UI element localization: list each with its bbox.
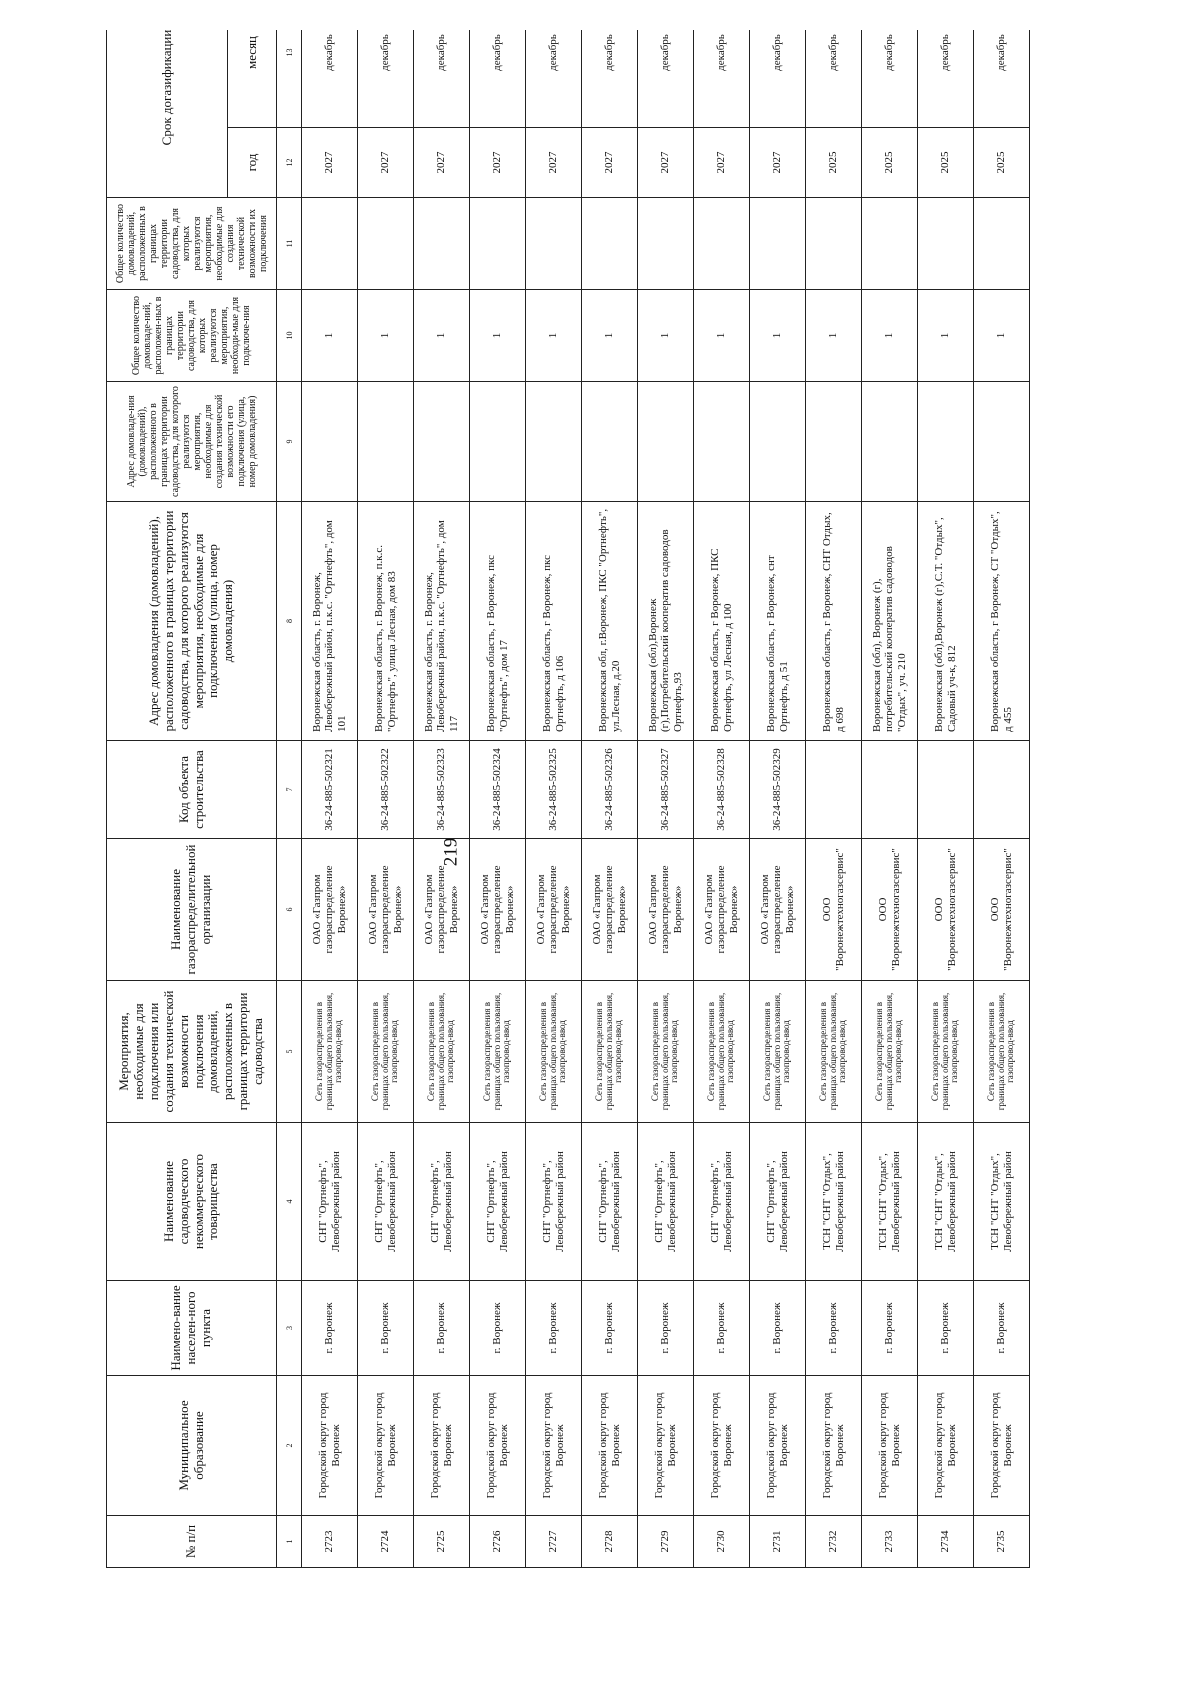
header-row: [107, 30, 228, 1568]
measures-cell: Сеть газораспределения в границах общего пользования, газопровод-ввод: [358, 981, 414, 1123]
gas-org-cell: ООО "Воронежтехногазсервис": [974, 839, 1030, 981]
count-cell: 1: [806, 290, 862, 382]
object-code-cell: 36-24-885-502329: [750, 741, 806, 839]
address-cell: Воронежская область, г Воронеж, СНТ Отдых, д 698: [806, 502, 862, 741]
object-code-cell: [918, 741, 974, 839]
address-tech-cell: [526, 382, 582, 502]
year-cell: 2027: [750, 128, 806, 198]
measures-cell: Сеть газораспределения в границах общего пользования, газопровод-ввод: [302, 981, 358, 1123]
settlement-cell: г. Воронеж: [414, 1281, 470, 1376]
count-cell: 1: [750, 290, 806, 382]
table-row: [470, 30, 526, 1568]
gas-org-cell: ОАО «Газпром газораспределение Воронеж»: [694, 839, 750, 981]
col-header-year: год: [228, 128, 277, 198]
gas-org-cell: ОАО «Газпром газораспределение Воронеж»: [414, 839, 470, 981]
table-body: [277, 30, 1030, 1568]
table-row: [806, 30, 862, 1568]
count-tech-cell: [862, 198, 918, 290]
address-tech-cell: [862, 382, 918, 502]
gas-org-cell: ОАО «Газпром газораспределение Воронеж»: [526, 839, 582, 981]
month-cell: декабрь: [302, 30, 358, 128]
col-header-measures: Мероприятия, необходимые для подключения или создания технической возможности подключения домовладений, расположенных в границах территории садоводства: [107, 981, 277, 1123]
municipality-cell: Городской округ город Воронеж: [694, 1376, 750, 1516]
address-tech-cell: [582, 382, 638, 502]
partnership-cell: СНТ "Ортнефть", Левобережный район: [358, 1123, 414, 1281]
table-row: [694, 30, 750, 1568]
measures-cell: Сеть газораспределения в границах общего пользования, газопровод-ввод: [470, 981, 526, 1123]
partnership-cell: СНТ "Ортнефть", Левобережный район: [694, 1123, 750, 1281]
count-tech-cell: [694, 198, 750, 290]
address-cell: Воронежская обл, г.Воронеж, ПКС "Ортнефть", ул.Лесная, д.20: [582, 502, 638, 741]
settlement-cell: г. Воронеж: [694, 1281, 750, 1376]
table-row: [750, 30, 806, 1568]
object-code-cell: 36-24-885-502327: [638, 741, 694, 839]
count-cell: 1: [974, 290, 1030, 382]
object-code-cell: 36-24-885-502326: [582, 741, 638, 839]
partnership-cell: СНТ "Ортнефть", Левобережный район: [750, 1123, 806, 1281]
col-header-address-tech: Адрес домовладе-ния (домовладений), расположенного в границах территории садоводства, для которого реализуются мероприятия, необходимые для создания технической возможности его подключения (улица, номер домовладения): [107, 382, 277, 502]
column-number-cell: 8: [277, 502, 302, 741]
municipality-cell: Городской округ город Воронеж: [302, 1376, 358, 1516]
gas-org-cell: ООО "Воронежтехногазсервис": [862, 839, 918, 981]
page-number-text: 219: [440, 837, 461, 867]
column-number-row: [277, 30, 302, 1568]
month-cell: декабрь: [638, 30, 694, 128]
table-row: [526, 30, 582, 1568]
table-row: [862, 30, 918, 1568]
object-code-cell: [974, 741, 1030, 839]
table-row: [358, 30, 414, 1568]
partnership-cell: СНТ "Ортнефть", Левобережный район: [470, 1123, 526, 1281]
year-cell: 2027: [694, 128, 750, 198]
count-tech-cell: [806, 198, 862, 290]
month-cell: декабрь: [862, 30, 918, 128]
table-row: [414, 30, 470, 1568]
col-header-gas-org: Наименование газораспределительной организации: [107, 839, 277, 981]
address-cell: Воронежская область, г Воронеж, ПКС Ортнефть, ул Лесная, д 100: [694, 502, 750, 741]
count-cell: 1: [862, 290, 918, 382]
column-number-cell: 5: [277, 981, 302, 1123]
year-cell: 2027: [358, 128, 414, 198]
month-cell: декабрь: [526, 30, 582, 128]
count-cell: 1: [358, 290, 414, 382]
object-code-cell: 36-24-885-502325: [526, 741, 582, 839]
col-header-count-tech: Общее количество домовладений, расположенных в границах территории садоводства, для которых реализуются мероприятия, необходимые для создания технической возможности их подключения: [107, 198, 277, 290]
col-header-partnership: Наименование садоводческого некоммерческого товарищества: [107, 1123, 277, 1281]
address-tech-cell: [974, 382, 1030, 502]
row-number-cell: 2730: [694, 1516, 750, 1568]
column-number-cell: 4: [277, 1123, 302, 1281]
partnership-cell: ТСН "СНТ "Отдых", Левобережный район: [918, 1123, 974, 1281]
gas-org-cell: ОАО «Газпром газораспределение Воронеж»: [638, 839, 694, 981]
count-cell: 1: [582, 290, 638, 382]
object-code-cell: 36-24-885-502321: [302, 741, 358, 839]
municipality-cell: Городской округ город Воронеж: [974, 1376, 1030, 1516]
partnership-cell: ТСН "СНТ "Отдых", Левобережный район: [862, 1123, 918, 1281]
object-code-cell: 36-24-885-502322: [358, 741, 414, 839]
partnership-cell: ТСН "СНТ "Отдых", Левобережный район: [974, 1123, 1030, 1281]
column-number-cell: 12: [277, 128, 302, 198]
measures-cell: Сеть газораспределения в границах общего пользования, газопровод-ввод: [862, 981, 918, 1123]
count-tech-cell: [638, 198, 694, 290]
table-stage: [30, 30, 1170, 1674]
settlement-cell: г. Воронеж: [862, 1281, 918, 1376]
row-number-cell: 2726: [470, 1516, 526, 1568]
object-code-cell: [806, 741, 862, 839]
count-tech-cell: [918, 198, 974, 290]
column-number-cell: 1: [277, 1516, 302, 1568]
count-tech-cell: [302, 198, 358, 290]
month-cell: декабрь: [974, 30, 1030, 128]
gasification-table: [106, 30, 1030, 1568]
table-row: [302, 30, 358, 1568]
address-tech-cell: [638, 382, 694, 502]
gas-org-cell: ОАО «Газпром газораспределение Воронеж»: [358, 839, 414, 981]
year-cell: 2027: [470, 128, 526, 198]
row-number-cell: 2732: [806, 1516, 862, 1568]
row-number-cell: 2728: [582, 1516, 638, 1568]
col-header-object-code: Код объекта строительства: [107, 741, 277, 839]
address-cell: Воронежская область, г. Воронеж, Левобережный район, п.к.с. "Ортнефть", дом 101: [302, 502, 358, 741]
address-cell: Воронежская область, г Воронеж, снт Ортнефть, д 51: [750, 502, 806, 741]
count-cell: 1: [638, 290, 694, 382]
row-number-cell: 2725: [414, 1516, 470, 1568]
month-cell: декабрь: [806, 30, 862, 128]
partnership-cell: СНТ "Ортнефть", Левобережный район: [526, 1123, 582, 1281]
col-header-num: № п/п: [107, 1516, 277, 1568]
row-number-cell: 2727: [526, 1516, 582, 1568]
settlement-cell: г. Воронеж: [526, 1281, 582, 1376]
address-cell: Воронежская область, г Воронеж, пкс Ортнефть, д 106: [526, 502, 582, 741]
address-tech-cell: [806, 382, 862, 502]
municipality-cell: Городской округ город Воронеж: [582, 1376, 638, 1516]
municipality-cell: Городской округ город Воронеж: [358, 1376, 414, 1516]
table-row: [974, 30, 1030, 1568]
settlement-cell: г. Воронеж: [470, 1281, 526, 1376]
gas-org-cell: ООО "Воронежтехногазсервис": [806, 839, 862, 981]
object-code-cell: [862, 741, 918, 839]
address-tech-cell: [414, 382, 470, 502]
gas-org-cell: ОАО «Газпром газораспределение Воронеж»: [582, 839, 638, 981]
year-cell: 2027: [302, 128, 358, 198]
year-cell: 2027: [582, 128, 638, 198]
municipality-cell: Городской округ город Воронеж: [918, 1376, 974, 1516]
year-cell: 2025: [918, 128, 974, 198]
address-tech-cell: [694, 382, 750, 502]
partnership-cell: ТСН "СНТ "Отдых", Левобережный район: [806, 1123, 862, 1281]
address-cell: Воронежская область, г. Воронеж, Левобережный район, п.к.с. "Ортнефть", дом 117: [414, 502, 470, 741]
address-cell: Воронежская область, г Воронеж, СТ "Отдых", д 455: [974, 502, 1030, 741]
column-number-cell: 11: [277, 198, 302, 290]
year-cell: 2027: [638, 128, 694, 198]
address-tech-cell: [470, 382, 526, 502]
column-number-cell: 2: [277, 1376, 302, 1516]
col-header-deadline: Срок догазификации: [107, 30, 228, 198]
table-row: [918, 30, 974, 1568]
row-number-cell: 2729: [638, 1516, 694, 1568]
count-tech-cell: [750, 198, 806, 290]
settlement-cell: г. Воронеж: [806, 1281, 862, 1376]
col-header-municipality: Муниципальное образование: [107, 1376, 277, 1516]
municipality-cell: Городской округ город Воронеж: [470, 1376, 526, 1516]
col-header-count: Общее количество домовладе-ний, расположен-ных в границах территории садоводства, для которых реализуются мероприятия, необходи-мые для подключе-ния: [107, 290, 277, 382]
municipality-cell: Городской округ город Воронеж: [806, 1376, 862, 1516]
settlement-cell: г. Воронеж: [638, 1281, 694, 1376]
address-tech-cell: [302, 382, 358, 502]
count-tech-cell: [526, 198, 582, 290]
partnership-cell: СНТ "Ортнефть", Левобережный район: [302, 1123, 358, 1281]
count-tech-cell: [582, 198, 638, 290]
count-cell: 1: [918, 290, 974, 382]
year-cell: 2027: [414, 128, 470, 198]
column-number-cell: 6: [277, 839, 302, 981]
address-cell: Воронежская область, г Воронеж, пкс "Ортнефть", дом 17: [470, 502, 526, 741]
count-cell: 1: [414, 290, 470, 382]
count-cell: 1: [694, 290, 750, 382]
measures-cell: Сеть газораспределения в границах общего пользования, газопровод-ввод: [694, 981, 750, 1123]
measures-cell: Сеть газораспределения в границах общего пользования, газопровод-ввод: [414, 981, 470, 1123]
object-code-cell: 36-24-885-502324: [470, 741, 526, 839]
year-cell: 2025: [974, 128, 1030, 198]
month-cell: декабрь: [694, 30, 750, 128]
month-cell: декабрь: [358, 30, 414, 128]
gas-org-cell: ОАО «Газпром газораспределение Воронеж»: [750, 839, 806, 981]
partnership-cell: СНТ "Ортнефть", Левобережный район: [582, 1123, 638, 1281]
count-tech-cell: [414, 198, 470, 290]
gas-org-cell: ОАО «Газпром газораспределение Воронеж»: [470, 839, 526, 981]
measures-cell: Сеть газораспределения в границах общего пользования, газопровод-ввод: [750, 981, 806, 1123]
col-header-month: месяц: [228, 30, 277, 128]
settlement-cell: г. Воронеж: [358, 1281, 414, 1376]
count-cell: 1: [470, 290, 526, 382]
address-tech-cell: [918, 382, 974, 502]
municipality-cell: Городской округ город Воронеж: [862, 1376, 918, 1516]
settlement-cell: г. Воронеж: [750, 1281, 806, 1376]
row-number-cell: 2734: [918, 1516, 974, 1568]
column-number-cell: 3: [277, 1281, 302, 1376]
column-number-cell: 9: [277, 382, 302, 502]
settlement-cell: г. Воронеж: [302, 1281, 358, 1376]
object-code-cell: 36-24-885-502323: [414, 741, 470, 839]
gas-org-cell: ОАО «Газпром газораспределение Воронеж»: [302, 839, 358, 981]
column-number-cell: 10: [277, 290, 302, 382]
year-cell: 2025: [806, 128, 862, 198]
year-cell: 2027: [526, 128, 582, 198]
month-cell: декабрь: [470, 30, 526, 128]
address-cell: Воронежская (обл), Воронеж (г), потребительский кооператив садоводов "Отдых", уч. 210: [862, 502, 918, 741]
address-tech-cell: [750, 382, 806, 502]
measures-cell: Сеть газораспределения в границах общего пользования, газопровод-ввод: [918, 981, 974, 1123]
table-row: [638, 30, 694, 1568]
municipality-cell: Городской округ город Воронеж: [414, 1376, 470, 1516]
table-row: [582, 30, 638, 1568]
settlement-cell: г. Воронеж: [974, 1281, 1030, 1376]
object-code-cell: 36-24-885-502328: [694, 741, 750, 839]
measures-cell: Сеть газораспределения в границах общего пользования, газопровод-ввод: [806, 981, 862, 1123]
count-tech-cell: [974, 198, 1030, 290]
row-number-cell: 2724: [358, 1516, 414, 1568]
count-cell: 1: [526, 290, 582, 382]
measures-cell: Сеть газораспределения в границах общего пользования, газопровод-ввод: [974, 981, 1030, 1123]
measures-cell: Сеть газораспределения в границах общего пользования, газопровод-ввод: [526, 981, 582, 1123]
measures-cell: Сеть газораспределения в границах общего пользования, газопровод-ввод: [582, 981, 638, 1123]
address-cell: Воронежская (обл),Воронеж (г),С.Т. "Отдых", Садовый уч-к, 812: [918, 502, 974, 741]
address-tech-cell: [358, 382, 414, 502]
count-tech-cell: [358, 198, 414, 290]
address-cell: Воронежская область, г. Воронеж, п.к.с. "Ортнефть", улица Лесная, дом 83: [358, 502, 414, 741]
row-number-cell: 2731: [750, 1516, 806, 1568]
settlement-cell: г. Воронеж: [582, 1281, 638, 1376]
address-cell: Воронежская (обл),Воронеж (г),Потребительский кооператив садоводов Ортнефть,93: [638, 502, 694, 741]
rotated-page: [30, 30, 1150, 1674]
partnership-cell: СНТ "Ортнефть", Левобережный район: [414, 1123, 470, 1281]
row-number-cell: 2735: [974, 1516, 1030, 1568]
gas-org-cell: ООО "Воронежтехногазсервис": [918, 839, 974, 981]
month-cell: декабрь: [918, 30, 974, 128]
month-cell: декабрь: [750, 30, 806, 128]
month-cell: декабрь: [414, 30, 470, 128]
measures-cell: Сеть газораспределения в границах общего пользования, газопровод-ввод: [638, 981, 694, 1123]
municipality-cell: Городской округ город Воронеж: [750, 1376, 806, 1516]
municipality-cell: Городской округ город Воронеж: [638, 1376, 694, 1516]
partnership-cell: СНТ "Ортнефть", Левобережный район: [638, 1123, 694, 1281]
count-tech-cell: [470, 198, 526, 290]
count-cell: 1: [302, 290, 358, 382]
column-number-cell: 7: [277, 741, 302, 839]
col-header-settlement: Наимено-вание населен-ного пункта: [107, 1281, 277, 1376]
settlement-cell: г. Воронеж: [918, 1281, 974, 1376]
row-number-cell: 2733: [862, 1516, 918, 1568]
municipality-cell: Городской округ город Воронеж: [526, 1376, 582, 1516]
row-number-cell: 2723: [302, 1516, 358, 1568]
col-header-address: Адрес домовладения (домовладений), расположенного в границах территории садоводства, для которого реализуются мероприятия, необходимые для подключения (улица, номер домовладения): [107, 502, 277, 741]
column-number-cell: 13: [277, 30, 302, 128]
year-cell: 2025: [862, 128, 918, 198]
month-cell: декабрь: [582, 30, 638, 128]
